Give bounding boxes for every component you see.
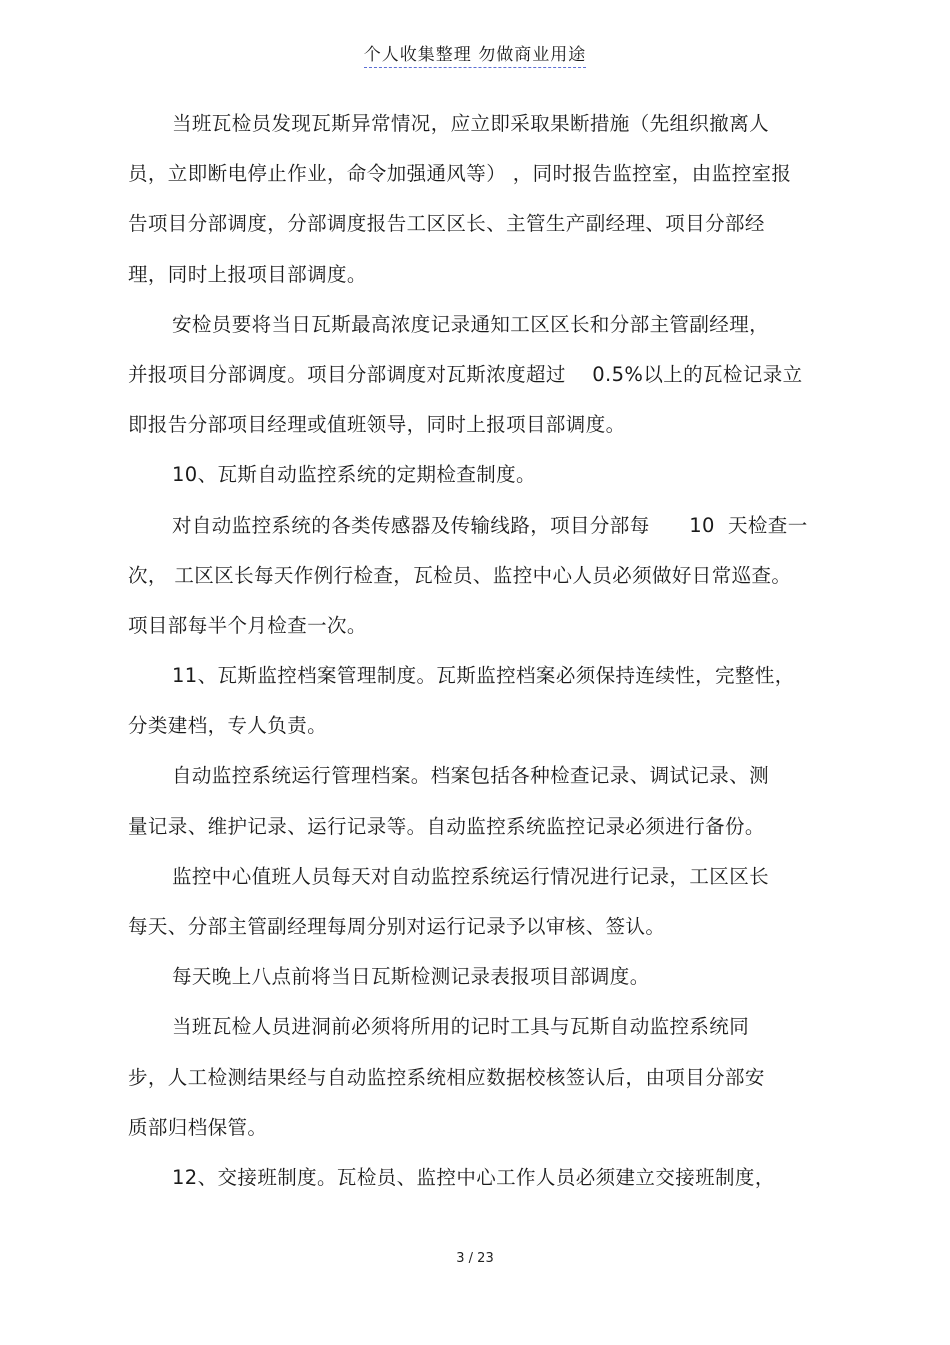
page-number: 3 / 23 [456,1251,494,1266]
text-line: 质部归档保管。 [128,1115,268,1139]
section-heading-10: 10、瓦斯自动监控系统的定期检查制度。 [172,463,536,487]
text-line: 理，同时上报项目部调度。 [128,262,367,286]
text-line: 每天晚上八点前将当日瓦斯检测记录表报项目部调度。 [172,965,650,989]
text-line: 步，人工检测结果经与自动监控系统相应数据校核签认后，由项目分部安 [128,1065,765,1089]
text-line: 项目部每半个月检查一次。 [128,613,367,637]
page-header [0,40,950,68]
document-body [128,102,840,1206]
page-footer [0,1251,950,1266]
text-line: 量记录、维护记录、运行记录等。自动监控系统监控记录必须进行备份。 [128,814,765,838]
text-line: 告项目分部调度，分部调度报告工区区长、主管生产副经理、项目分部经 [128,212,765,236]
text-line: 即报告分部项目经理或值班领导，同时上报项目部调度。 [128,413,626,437]
text-line: 当班瓦检员发现瓦斯异常情况，应立即采取果断措施（先组织撤离人 [172,112,770,135]
section-heading-11: 11、瓦斯监控档案管理制度。瓦斯监控档案必须保持连续性，完整性， [172,664,795,688]
section-heading-12: 12、交接班制度。瓦检员、监控中心工作人员必须建立交接班制度， [172,1165,775,1189]
text-line: 次， 工区区长每天作例行检查，瓦检员、监控中心人员必须做好日常巡查。 [128,563,792,587]
header-watermark-text: 个人收集整理 勿做商业用途 [364,40,586,68]
text-line: 自动监控系统运行管理档案。档案包括各种检查记录、调试记录、测 [172,764,770,788]
text-line: 对自动监控系统的各类传感器及传输线路，项目分部每 10 天检查一 [172,513,808,537]
text-line: 员，立即断电停止作业，命令加强通风等） ，同时报告监控室，由监控室报 [128,162,792,186]
text-line: 当班瓦检人员进洞前必须将所用的记时工具与瓦斯自动监控系统同 [172,1015,750,1039]
text-line: 每天、分部主管副经理每周分别对运行记录予以审核、签认。 [128,915,666,938]
text-line: 并报项目分部调度。项目分部调度对瓦斯浓度超过 0.5%以上的瓦检记录立 [128,362,803,386]
text-line: 监控中心值班人员每天对自动监控系统运行情况进行记录，工区区长 [172,864,770,888]
text-line: 安检员要将当日瓦斯最高浓度记录通知工区区长和分部主管副经理， [172,312,770,336]
text-line: 分类建档，专人负责。 [128,714,328,738]
